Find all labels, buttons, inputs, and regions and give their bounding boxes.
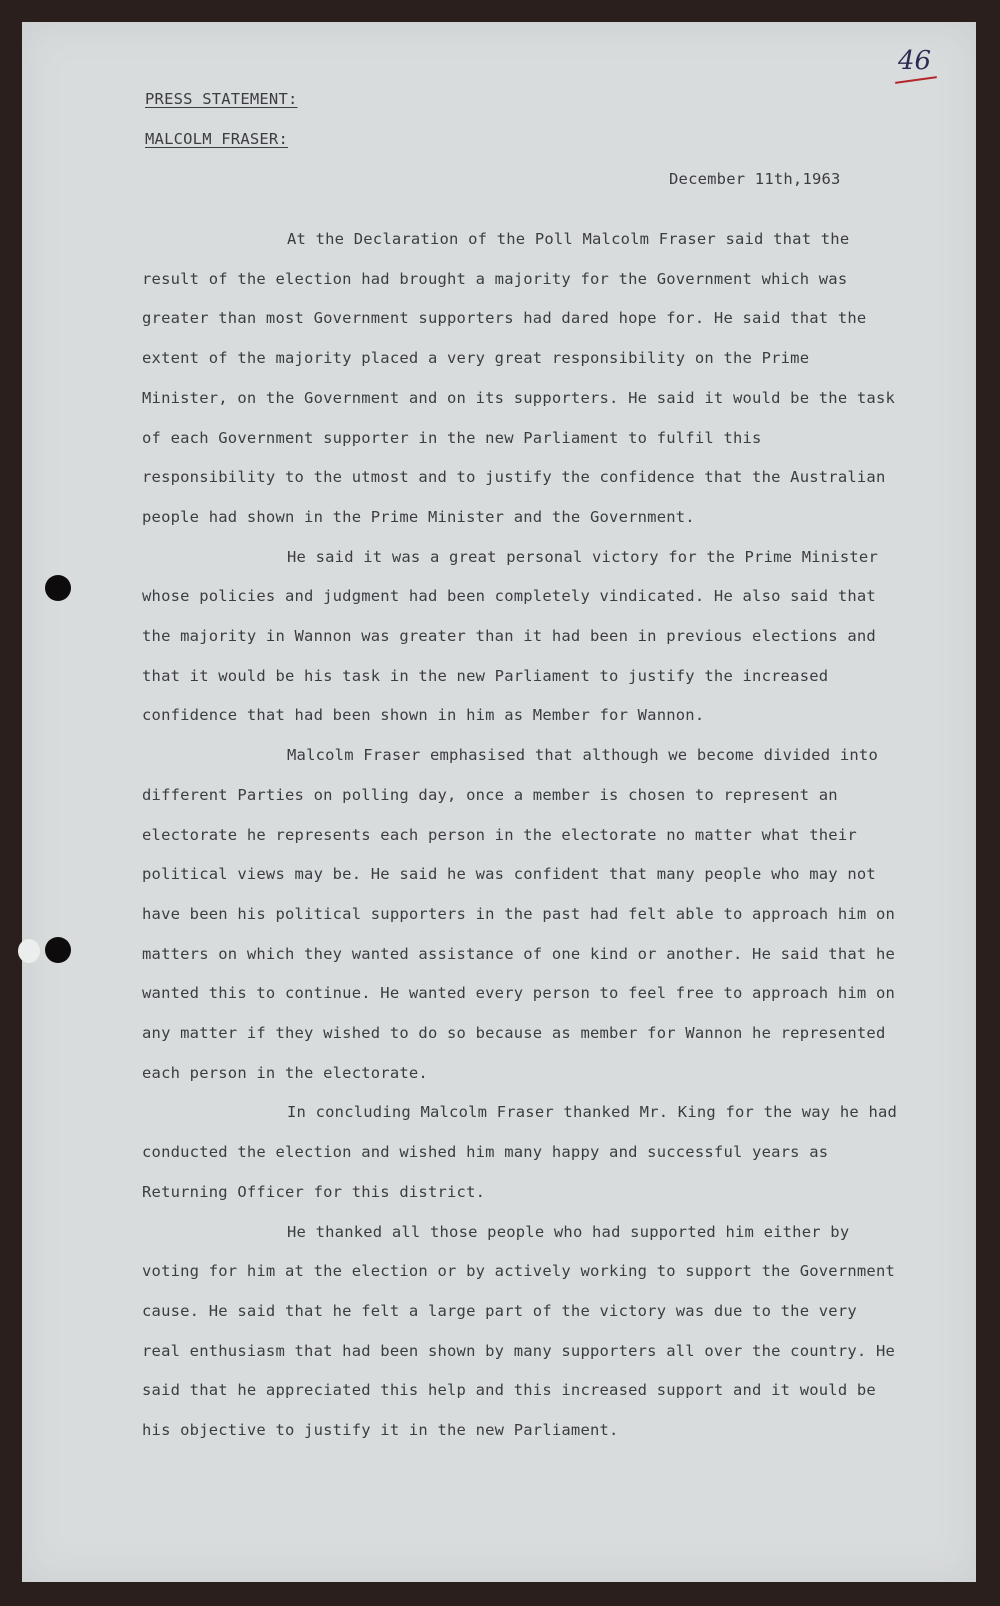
punch-hole	[45, 575, 71, 601]
paragraph: Malcolm Fraser emphasised that although we become divided into different Parties on polling day, once a member is chosen to represent an electorate he represents each person in the electorate no matter what their political views may be. He said he was confident that many people who may not have been his political supporters in the past had felt able to approach him on matters on which they wanted assistance of one kind or another. He said that he wanted this to continue. He wanted every person to feel free to approach him on any matter if they wished to do so because as member for Wannon he represented each person in the electorate.	[142, 746, 896, 1082]
paragraph: In concluding Malcolm Fraser thanked Mr. King for the way he had conducted the election and wished him many happy and successful years as Returning Officer for this district.	[142, 1103, 898, 1201]
document-page	[22, 22, 976, 1582]
statement-date: December 11th,1963	[669, 170, 841, 188]
statement-body	[142, 220, 902, 1451]
author-heading: MALCOLM FRASER:	[145, 130, 288, 148]
punch-hole-reinforcement	[18, 939, 40, 963]
paragraph: He thanked all those people who had supported him either by voting for him at the election or by actively working to support the Government cause. He said that he felt a large part of the victory was due to the very real enthusiasm that had been shown by many supporters all over the country. He said that he appreciated this help and this increased support and it would be his objective to justify it in the new Parliament.	[142, 1222, 896, 1440]
page-number-underline	[895, 76, 937, 84]
handwritten-page-number: 46	[898, 46, 932, 76]
paragraph: At the Declaration of the Poll Malcolm Fraser said that the result of the election had brought a majority for the Government which was greater than most Government supporters had dared hope for. He said that the extent of the majority placed a very great responsibility on the Prime Minister, on the Government and on its supporters. He said it would be the task of each Government supporter in the new Parliament to fulfil this responsibility to the utmost and to justify the confidence that the Australian people had shown in the Prime Minister and the Government.	[142, 230, 896, 526]
punch-hole	[45, 937, 71, 963]
press-statement-heading: PRESS STATEMENT:	[145, 90, 298, 108]
paragraph: He said it was a great personal victory for the Prime Minister whose policies and judgment had been completely vindicated. He also said that the majority in Wannon was greater than it had been in previous elections and that it would be his task in the new Parliament to justify the increased confidence that had been shown in him as Member for Wannon.	[142, 547, 878, 725]
